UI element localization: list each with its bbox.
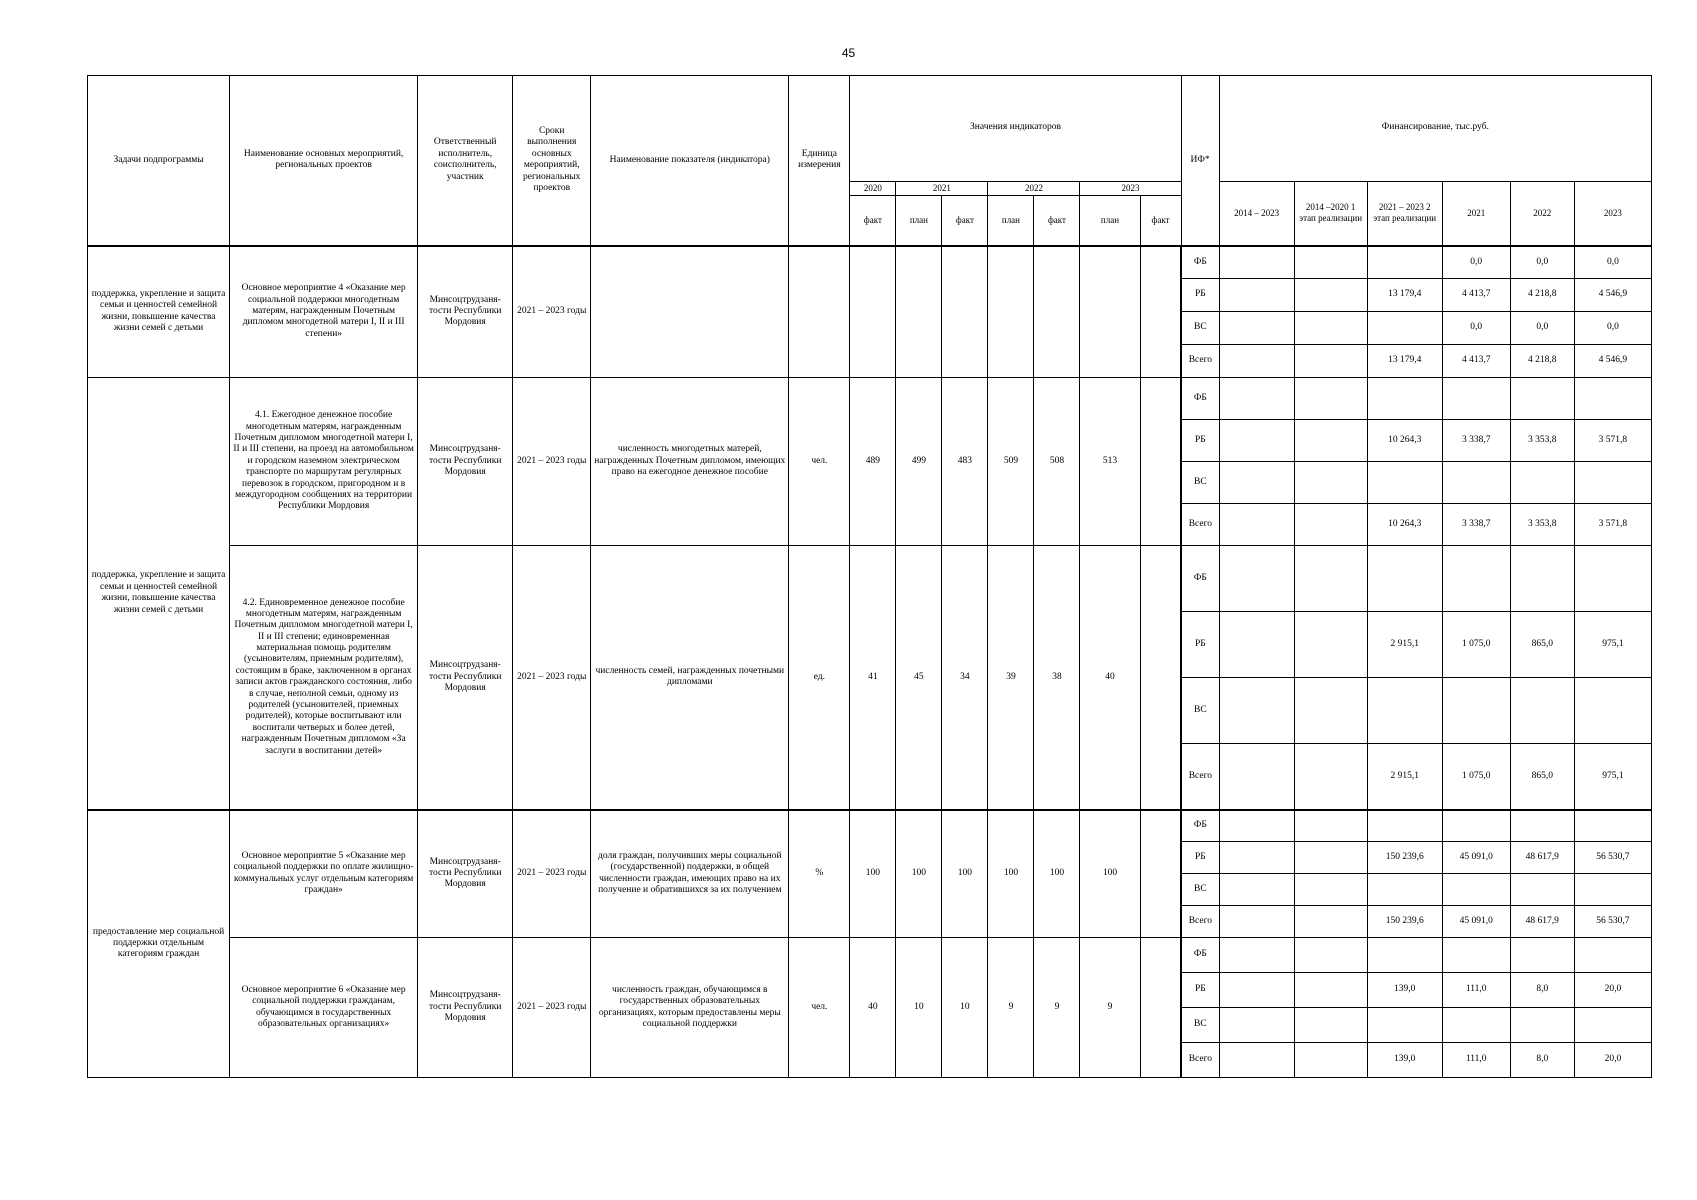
financing-value [1219, 1008, 1294, 1043]
financing-value [1510, 874, 1574, 906]
financing-value: 8,0 [1510, 1043, 1574, 1078]
financing-value: 3 571,8 [1574, 420, 1651, 462]
financing-value [1219, 279, 1294, 312]
financing-value [1367, 462, 1442, 504]
unit-cell: % [789, 810, 850, 938]
source-cell: Всего [1181, 504, 1219, 546]
indicator-value: 9 [988, 938, 1034, 1078]
financing-value [1294, 345, 1367, 378]
financing-value [1219, 1043, 1294, 1078]
terms-cell: 2021 – 2023 годы [513, 546, 591, 810]
table-row [88, 810, 1652, 842]
financing-value [1574, 938, 1651, 973]
indicator-value [896, 246, 942, 378]
financing-value: 1 075,0 [1442, 612, 1510, 678]
financing-value [1367, 246, 1442, 279]
financing-value: 10 264,3 [1367, 504, 1442, 546]
executor-cell: Минсоцтрудзаня-тости Республики Мордовия [418, 546, 513, 810]
financing-value [1294, 874, 1367, 906]
indicator-value: 40 [850, 938, 896, 1078]
indicator-value: 489 [850, 378, 896, 546]
header-tasks: Задачи подпрограммы [88, 76, 230, 246]
financing-value [1442, 938, 1510, 973]
financing-value [1219, 612, 1294, 678]
executor-cell: Минсоцтрудзаня-тости Республики Мордовия [418, 938, 513, 1078]
financing-value [1294, 906, 1367, 938]
indicator-value [1140, 938, 1181, 1078]
financing-value: 865,0 [1510, 744, 1574, 810]
indicator-value [1080, 246, 1140, 378]
financing-value: 45 091,0 [1442, 842, 1510, 874]
financing-value: 4 218,8 [1510, 345, 1574, 378]
financing-value: 0,0 [1442, 246, 1510, 279]
indicator-value: 508 [1034, 378, 1080, 546]
financing-value [1367, 378, 1442, 420]
financing-value: 0,0 [1574, 246, 1651, 279]
financing-value [1219, 420, 1294, 462]
indicator-cell: численность семей, награжденных почетными дипломами [591, 546, 789, 810]
indicator-value: 100 [1034, 810, 1080, 938]
financing-value [1294, 1008, 1367, 1043]
executor-cell: Минсоцтрудзаня-тости Республики Мордовия [418, 378, 513, 546]
financing-value [1367, 546, 1442, 612]
source-cell: РБ [1181, 842, 1219, 874]
terms-cell: 2021 – 2023 годы [513, 810, 591, 938]
indicator-value [850, 246, 896, 378]
header-measures: Наименование основных мероприятий, региональных проектов [230, 76, 418, 246]
financing-value [1294, 842, 1367, 874]
financing-value [1367, 874, 1442, 906]
financing-value [1294, 246, 1367, 279]
subhdr-plan: план [1080, 196, 1140, 246]
financing-value: 4 218,8 [1510, 279, 1574, 312]
subhdr-fact: факт [1034, 196, 1080, 246]
fin-col-2021: 2021 [1442, 182, 1510, 246]
year-2021: 2021 [896, 182, 988, 196]
fin-col-stage1: 2014 –2020 1 этап реализации [1294, 182, 1367, 246]
financing-value [1510, 1008, 1574, 1043]
source-cell: ФБ [1181, 938, 1219, 973]
source-cell: ВС [1181, 678, 1219, 744]
source-cell: Всего [1181, 744, 1219, 810]
indicator-value [988, 246, 1034, 378]
indicator-value [1140, 378, 1181, 546]
source-cell: РБ [1181, 612, 1219, 678]
source-cell: Всего [1181, 906, 1219, 938]
financing-value [1294, 678, 1367, 744]
financing-value: 139,0 [1367, 973, 1442, 1008]
indicator-value: 483 [942, 378, 988, 546]
header-terms: Сроки выполнения основных мероприятий, региональных проектов [513, 76, 591, 246]
financing-value: 3 338,7 [1442, 420, 1510, 462]
fin-col-2014-2023: 2014 – 2023 [1219, 182, 1294, 246]
indicator-value: 9 [1034, 938, 1080, 1078]
subhdr-plan: план [988, 196, 1034, 246]
table-row [88, 246, 1652, 279]
financing-value: 2 915,1 [1367, 612, 1442, 678]
table-row [88, 378, 1652, 420]
financing-value [1574, 678, 1651, 744]
indicator-value: 38 [1034, 546, 1080, 810]
financing-value [1442, 1008, 1510, 1043]
year-2023: 2023 [1080, 182, 1181, 196]
header-values: Значения индикаторов [850, 76, 1181, 182]
source-cell: ВС [1181, 874, 1219, 906]
indicator-value: 100 [942, 810, 988, 938]
financing-value: 150 239,6 [1367, 906, 1442, 938]
terms-cell: 2021 – 2023 годы [513, 246, 591, 378]
financing-value [1294, 612, 1367, 678]
financing-value [1294, 744, 1367, 810]
indicator-value: 100 [1080, 810, 1140, 938]
financing-value: 13 179,4 [1367, 345, 1442, 378]
financing-value [1574, 1008, 1651, 1043]
financing-value: 865,0 [1510, 612, 1574, 678]
indicator-value [1140, 810, 1181, 938]
header-indicator: Наименование показателя (индикатора) [591, 76, 789, 246]
financing-value [1219, 678, 1294, 744]
financing-value [1510, 462, 1574, 504]
financing-value [1294, 1043, 1367, 1078]
header-if: ИФ* [1181, 76, 1219, 246]
source-cell: ВС [1181, 312, 1219, 345]
unit-cell: чел. [789, 938, 850, 1078]
financing-value: 0,0 [1510, 312, 1574, 345]
financing-value [1574, 378, 1651, 420]
financing-value [1294, 312, 1367, 345]
unit-cell [789, 246, 850, 378]
financing-value: 0,0 [1442, 312, 1510, 345]
financing-value [1294, 938, 1367, 973]
header-unit: Единица измерения [789, 76, 850, 246]
source-cell: Всего [1181, 345, 1219, 378]
financing-value [1219, 345, 1294, 378]
indicator-value: 513 [1080, 378, 1140, 546]
financing-value: 4 546,9 [1574, 279, 1651, 312]
financing-value [1510, 678, 1574, 744]
header-financing: Финансирование, тыс.руб. [1219, 76, 1651, 182]
financing-value [1219, 546, 1294, 612]
indicator-value: 41 [850, 546, 896, 810]
financing-value: 150 239,6 [1367, 842, 1442, 874]
financing-value [1219, 744, 1294, 810]
indicator-value: 499 [896, 378, 942, 546]
terms-cell: 2021 – 2023 годы [513, 938, 591, 1078]
financing-value [1219, 312, 1294, 345]
fin-col-2022: 2022 [1510, 182, 1574, 246]
financing-value [1510, 810, 1574, 842]
financing-value [1294, 420, 1367, 462]
financing-value [1574, 874, 1651, 906]
fin-col-2023: 2023 [1574, 182, 1651, 246]
indicator-value [1034, 246, 1080, 378]
source-cell: ФБ [1181, 246, 1219, 279]
indicator-value: 10 [942, 938, 988, 1078]
year-2020: 2020 [850, 182, 896, 196]
financing-value [1294, 810, 1367, 842]
financing-value [1574, 810, 1651, 842]
financing-value: 3 571,8 [1574, 504, 1651, 546]
unit-cell: чел. [789, 378, 850, 546]
financing-value: 4 413,7 [1442, 279, 1510, 312]
subhdr-fact: факт [1140, 196, 1181, 246]
fin-col-stage2: 2021 – 2023 2 этап реализации [1367, 182, 1442, 246]
source-cell: ВС [1181, 462, 1219, 504]
source-cell: ФБ [1181, 810, 1219, 842]
indicator-cell: численность многодетных матерей, награжденных Почетным дипломом, имеющих право на ежегодное денежное пособие [591, 378, 789, 546]
table-row [88, 938, 1652, 973]
subhdr-fact: факт [942, 196, 988, 246]
financing-value: 20,0 [1574, 1043, 1651, 1078]
financing-value [1219, 842, 1294, 874]
financing-value [1294, 279, 1367, 312]
financing-value: 45 091,0 [1442, 906, 1510, 938]
financing-value [1367, 312, 1442, 345]
source-cell: ФБ [1181, 378, 1219, 420]
financing-value [1294, 973, 1367, 1008]
indicator-value [942, 246, 988, 378]
indicator-value: 40 [1080, 546, 1140, 810]
financing-value [1367, 938, 1442, 973]
source-cell: ВС [1181, 1008, 1219, 1043]
financing-value: 2 915,1 [1367, 744, 1442, 810]
table-row [88, 546, 1652, 612]
measure-cell: 4.1. Ежегодное денежное пособие многодетным матерям, награжденным Почетным дипломом многодетной матери I, II и III степени, на проезд на автомобильном и городском наземном электрическом транспорте по маршрутам регулярных перевозок в городском, пригородном и в междугородном сообщениях на территории Республики Мордовия [230, 378, 418, 546]
financing-value [1442, 462, 1510, 504]
indicator-value: 39 [988, 546, 1034, 810]
executor-cell: Минсоцтрудзаня-тости Республики Мордовия [418, 810, 513, 938]
measure-cell: Основное мероприятие 4 «Оказание мер социальной поддержки многодетным матерям, награжденным Почетным дипломом многодетной матери I, II и III степени» [230, 246, 418, 378]
indicator-cell [591, 246, 789, 378]
financing-value: 0,0 [1510, 246, 1574, 279]
subhdr-plan: план [896, 196, 942, 246]
financing-value [1219, 246, 1294, 279]
financing-value: 3 338,7 [1442, 504, 1510, 546]
financing-value: 3 353,8 [1510, 504, 1574, 546]
financing-value [1367, 810, 1442, 842]
indicator-cell: доля граждан, получивших меры социальной (государственной) поддержки, в общей численности граждан, имеющих право на их получение и обратившихся за их получением [591, 810, 789, 938]
financing-value [1510, 938, 1574, 973]
measure-cell: Основное мероприятие 5 «Оказание мер социальной поддержки по оплате жилищно-коммунальных услуг отдельным категориям граждан» [230, 810, 418, 938]
financing-value: 0,0 [1574, 312, 1651, 345]
source-cell: РБ [1181, 279, 1219, 312]
financing-value [1294, 546, 1367, 612]
measure-cell: Основное мероприятие 6 «Оказание мер социальной поддержки гражданам, обучающимся в государственных образовательных организациях» [230, 938, 418, 1078]
indicator-value: 9 [1080, 938, 1140, 1078]
financing-value [1510, 378, 1574, 420]
indicator-value: 100 [896, 810, 942, 938]
financing-value: 8,0 [1510, 973, 1574, 1008]
task-cell: поддержка, укрепление и защита семьи и ценностей семейной жизни, повышение качества жизни семей с детьми [88, 378, 230, 810]
indicator-value [1140, 546, 1181, 810]
source-cell: РБ [1181, 420, 1219, 462]
subhdr-fact: факт [850, 196, 896, 246]
indicator-value: 100 [850, 810, 896, 938]
financing-value [1219, 938, 1294, 973]
financing-value [1442, 378, 1510, 420]
financing-value [1442, 678, 1510, 744]
financing-value [1442, 874, 1510, 906]
financing-value: 48 617,9 [1510, 906, 1574, 938]
indicator-value: 100 [988, 810, 1034, 938]
financing-value [1219, 874, 1294, 906]
financing-value [1510, 546, 1574, 612]
financing-value [1574, 546, 1651, 612]
unit-cell: ед. [789, 546, 850, 810]
financing-value: 975,1 [1574, 612, 1651, 678]
measure-cell: 4.2. Единовременное денежное пособие многодетным матерям, награжденным Почетным дипломом многодетной матери I, II и III степени; единовременная материальная помощь родителям (усыновителям, приемным родителям), состоящим в браке, заключенном в органах записи актов гражданского состояния, либо в случае, неполной семьи, одному из родителей (усыновителей, приемных родителей), которые воспитывают или воспитали четверых и более детей, награжденным Почетным дипломом «За заслуги в воспитании детей» [230, 546, 418, 810]
financing-value [1574, 462, 1651, 504]
financing-value [1219, 378, 1294, 420]
financing-value: 20,0 [1574, 973, 1651, 1008]
indicator-value: 45 [896, 546, 942, 810]
financing-value: 975,1 [1574, 744, 1651, 810]
program-table [87, 75, 1652, 1078]
executor-cell: Минсоцтрудзаня-тости Республики Мордовия [418, 246, 513, 378]
source-cell: ФБ [1181, 546, 1219, 612]
indicator-value: 10 [896, 938, 942, 1078]
financing-value [1219, 462, 1294, 504]
financing-value [1219, 504, 1294, 546]
financing-value: 10 264,3 [1367, 420, 1442, 462]
financing-value: 56 530,7 [1574, 906, 1651, 938]
financing-value [1219, 973, 1294, 1008]
financing-value [1219, 906, 1294, 938]
financing-value: 56 530,7 [1574, 842, 1651, 874]
indicator-value: 34 [942, 546, 988, 810]
financing-value: 111,0 [1442, 973, 1510, 1008]
financing-value [1219, 810, 1294, 842]
financing-value [1442, 546, 1510, 612]
financing-value [1367, 1008, 1442, 1043]
financing-value: 48 617,9 [1510, 842, 1574, 874]
indicator-cell: численность граждан, обучающимся в государственных образовательных организациях, которым предоставлены меры социальной поддержки [591, 938, 789, 1078]
financing-value: 3 353,8 [1510, 420, 1574, 462]
header-executor: Ответственный исполнитель, соисполнитель, участник [418, 76, 513, 246]
page-number: 45 [841, 46, 856, 60]
financing-value: 13 179,4 [1367, 279, 1442, 312]
task-cell: предоставление мер социальной поддержки отдельным категориям граждан [88, 810, 230, 1078]
financing-value: 139,0 [1367, 1043, 1442, 1078]
indicator-value: 509 [988, 378, 1034, 546]
source-cell: Всего [1181, 1043, 1219, 1078]
financing-value: 111,0 [1442, 1043, 1510, 1078]
financing-value: 4 546,9 [1574, 345, 1651, 378]
financing-value: 4 413,7 [1442, 345, 1510, 378]
financing-value [1442, 810, 1510, 842]
financing-value [1294, 504, 1367, 546]
financing-value [1294, 378, 1367, 420]
financing-value [1294, 462, 1367, 504]
financing-value [1367, 678, 1442, 744]
financing-value: 1 075,0 [1442, 744, 1510, 810]
indicator-value [1140, 246, 1181, 378]
source-cell: РБ [1181, 973, 1219, 1008]
task-cell: поддержка, укрепление и защита семьи и ценностей семейной жизни, повышение качества жизни семей с детьми [88, 246, 230, 378]
terms-cell: 2021 – 2023 годы [513, 378, 591, 546]
year-2022: 2022 [988, 182, 1080, 196]
